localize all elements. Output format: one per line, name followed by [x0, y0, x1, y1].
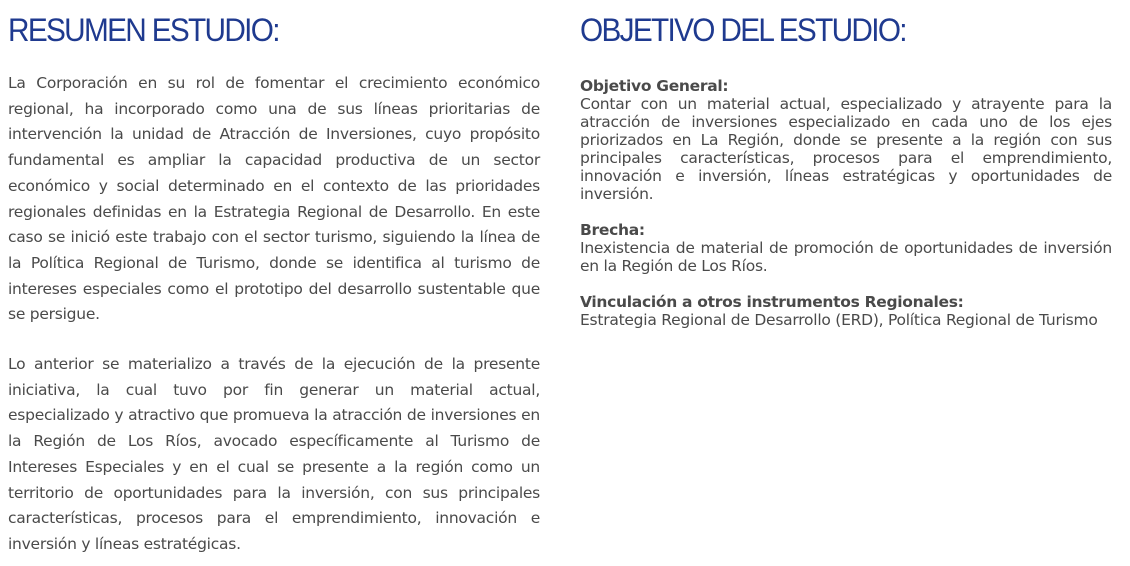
linkage-text: Estrategia Regional de Desarrollo (ERD), Política Regional de Turismo [580, 311, 1098, 329]
gap-text: Inexistencia de material de promoción de oportunidades de inversión en la Región de Los Ríos. [580, 239, 1112, 275]
general-objective-section [580, 77, 1112, 203]
summary-heading: RESUMEN ESTUDIO: [8, 12, 279, 48]
objective-column [580, 0, 1112, 329]
objective-heading: OBJETIVO DEL ESTUDIO: [580, 12, 906, 48]
linkage-section [580, 293, 1112, 329]
linkage-label: Vinculación a otros instrumentos Regionales: [580, 293, 964, 311]
general-objective-label: Objetivo General: [580, 77, 729, 95]
general-objective-text: Contar con un material actual, especializado y atrayente para la atracción de inversiones especializado en cada uno de los ejes priorizados en La Región, donde se presente a la región con sus principales características, procesos para el emprendimiento, innovación e inversión, líneas estratégicas y oportunidades de inversión. [580, 95, 1112, 203]
summary-paragraph-1: La Corporación en su rol de fomentar el crecimiento económico regional, ha incorporado como una de sus líneas prioritarias de intervención la unidad de Atracción de Inversiones, cuyo propósito fundamental es ampliar la capacidad productiva de un sector económico y social determinado en el contexto de las prioridades regionales definidas en la Estrategia Regional de Desarrollo. En este caso se inició este trabajo con el sector turismo, siguiendo la línea de la Política Regional de Turismo, donde se identifica al turismo de intereses especiales como el prototipo del desarrollo sustentable que se persigue. [8, 74, 540, 324]
summary-column [8, 0, 540, 558]
summary-paragraph-2: Lo anterior se materializo a través de la ejecución de la presente iniciativa, la cual tuvo por fin generar un material actual, especializado y atractivo que promueva la atracción de inversiones en la Región de Los Ríos, avocado específicamente al Turismo de Intereses Especiales y en el cual se presente a la región como un territorio de oportunidades para la inversión, con sus principales características, procesos para el emprendimiento, innovación e inversión y líneas estratégicas. [8, 355, 540, 553]
gap-label: Brecha: [580, 221, 645, 239]
gap-section [580, 221, 1112, 275]
